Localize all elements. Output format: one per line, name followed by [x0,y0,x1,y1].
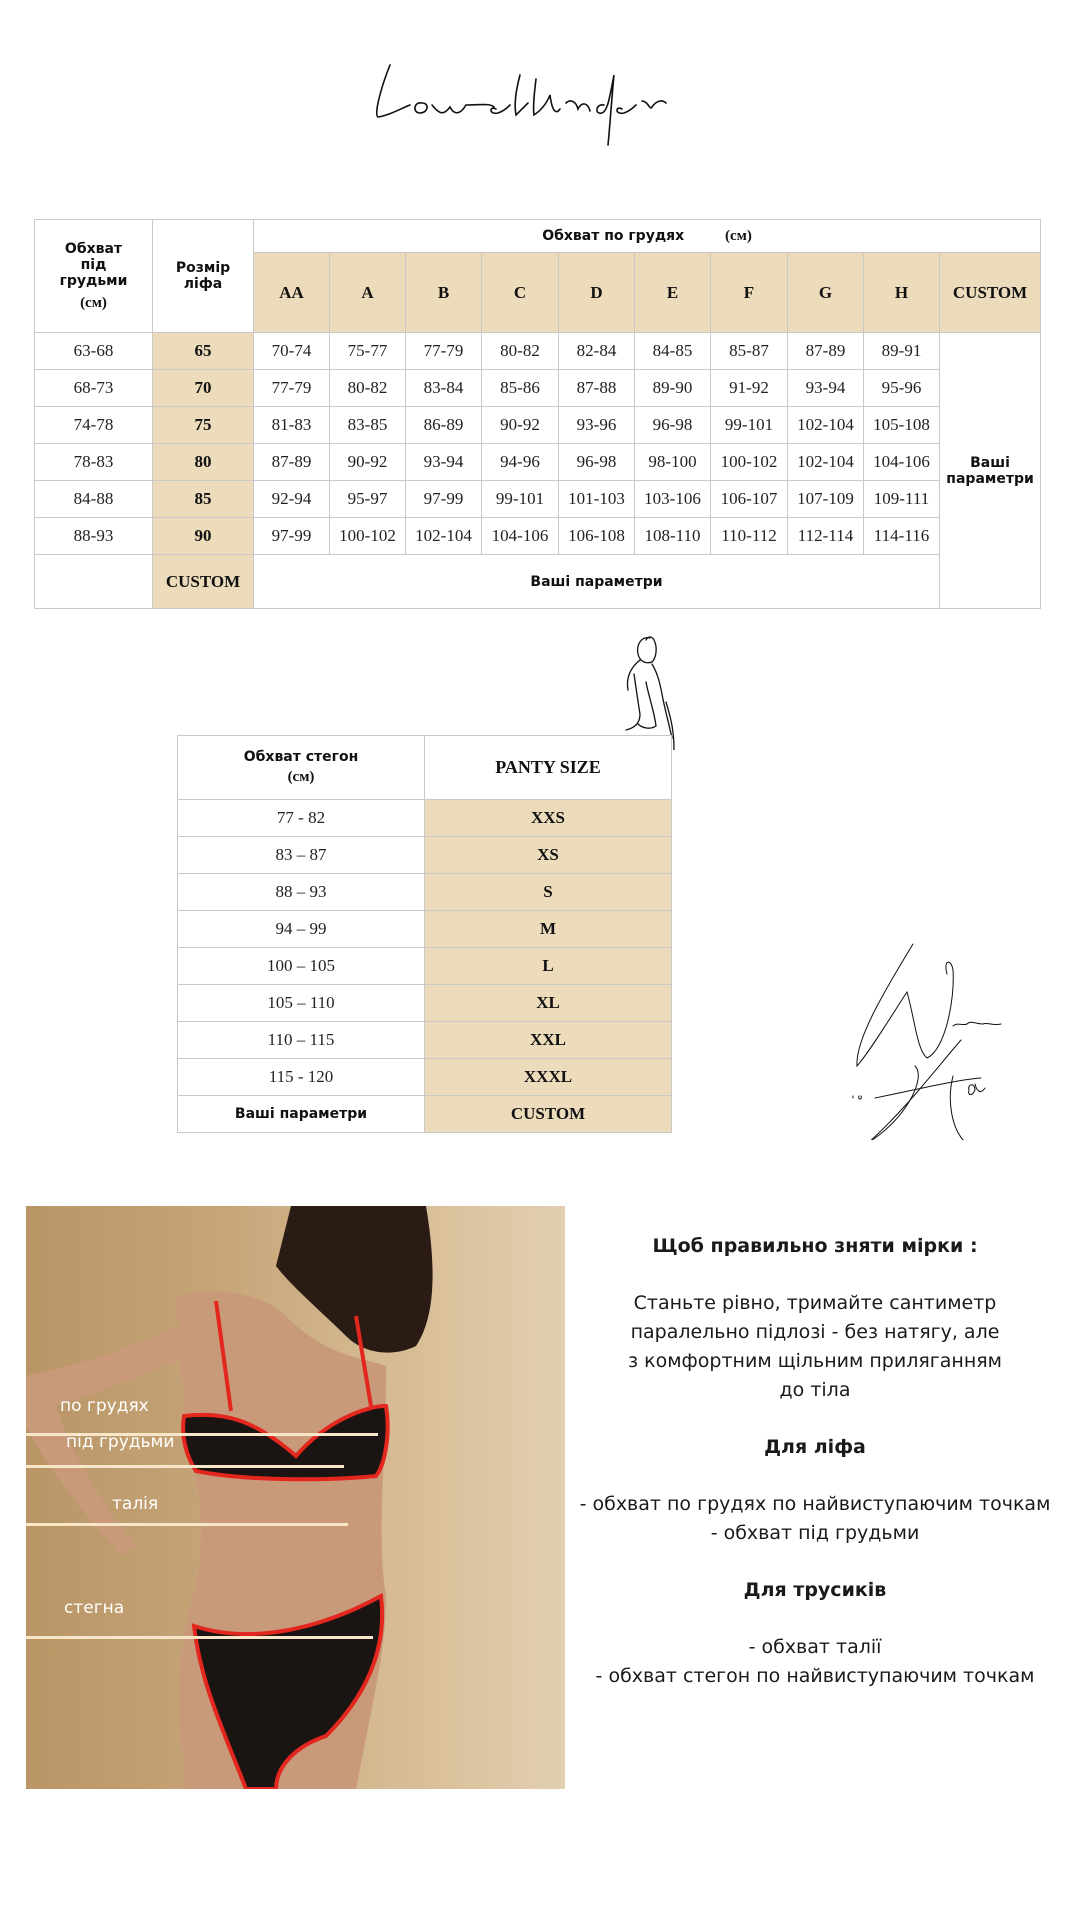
bust-range-cell: 90-92 [482,407,559,444]
underbust-cell: 78-83 [35,444,153,481]
custom-band-cell: CUSTOM [153,555,254,609]
panty-size-cell: M [425,911,672,948]
panty-table-row [178,800,672,837]
panty-table-row [178,1059,672,1096]
underbust-label: під грудьми [66,1432,175,1452]
intro-line: Станьте рівно, тримайте сантиметр [633,1292,997,1314]
panty-table-row [178,1022,672,1059]
cup-header: E [635,253,711,333]
bust-range-cell: 75-77 [330,333,406,370]
underbust-measure-line [26,1465,344,1468]
bra-table-row [35,481,1041,518]
bust-range-cell: 106-108 [559,518,635,555]
bust-range-cell: 103-106 [635,481,711,518]
bra-table-row [35,333,1041,370]
bust-range-cell: 96-98 [559,444,635,481]
bra-section-title: Для ліфа [764,1436,866,1458]
band-size-cell: 70 [153,370,254,407]
panty-size-cell: XXXL [425,1059,672,1096]
bust-range-cell: 99-101 [711,407,788,444]
bust-range-cell: 89-90 [635,370,711,407]
bra-table-row [35,444,1041,481]
band-size-cell: 85 [153,481,254,518]
unit-label: (см) [725,227,752,244]
bra-table-row [35,518,1041,555]
bust-range-cell: 100-102 [330,518,406,555]
model-illustration [26,1206,565,1789]
bust-range-cell: 77-79 [406,333,482,370]
bust-range-cell: 96-98 [635,407,711,444]
bust-range-cell: 86-89 [406,407,482,444]
bust-range-cell: 81-83 [254,407,330,444]
bra-size-table [34,219,1041,609]
bust-range-cell: 108-110 [635,518,711,555]
hips-measure-line [26,1636,373,1639]
silhouette-icon [612,632,692,750]
bust-range-cell: 91-92 [711,370,788,407]
bust-range-cell: 99-101 [482,481,559,518]
panty-size-table [177,735,672,1133]
band-size-cell: 90 [153,518,254,555]
underbust-cell: 68-73 [35,370,153,407]
unit-label: (см) [80,294,107,311]
bust-range-cell: 97-99 [406,481,482,518]
bust-range-cell: 109-111 [864,481,940,518]
bra-table-row [35,407,1041,444]
custom-cup-cell: Ваші параметри [940,333,1041,609]
bra-item: - обхват по грудях по найвиступаючим точкам [579,1493,1051,1515]
bust-range-cell: 87-89 [254,444,330,481]
cup-header: B [406,253,482,333]
panty-size-cell: XXL [425,1022,672,1059]
bra-custom-row [35,555,1041,609]
underbust-cell: 63-68 [35,333,153,370]
bust-range-cell: 93-96 [559,407,635,444]
band-size-cell: 75 [153,407,254,444]
bust-range-cell: 89-91 [864,333,940,370]
hips-label: стегна [64,1598,125,1618]
bust-range-cell: 90-92 [330,444,406,481]
bust-range-cell: 94-96 [482,444,559,481]
band-size-cell: 65 [153,333,254,370]
hip-range-cell: 88 – 93 [178,874,425,911]
bust-range-cell: 110-112 [711,518,788,555]
panty-size-cell: S [425,874,672,911]
bust-range-cell: 93-94 [788,370,864,407]
panty-table-row [178,874,672,911]
hip-range-cell: Ваші параметри [178,1096,425,1133]
bust-range-cell: 92-94 [254,481,330,518]
bust-range-cell: 87-89 [788,333,864,370]
panty-table-row [178,911,672,948]
underbust-cell: 74-78 [35,407,153,444]
cup-header: C [482,253,559,333]
bra-item: - обхват під грудьми [710,1522,920,1544]
hip-range-cell: 100 – 105 [178,948,425,985]
waist-measure-line [26,1523,348,1526]
bust-range-cell: 93-94 [406,444,482,481]
cup-header: AA [254,253,330,333]
bust-range-cell: 95-96 [864,370,940,407]
woman-in-art-signature [835,930,1005,1140]
empty-cell [35,555,153,609]
bust-range-cell: 107-109 [788,481,864,518]
bust-range-cell: 112-114 [788,518,864,555]
bust-range-cell: 80-82 [330,370,406,407]
bust-range-cell: 82-84 [559,333,635,370]
panty-table-row [178,985,672,1022]
hip-range-cell: 115 - 120 [178,1059,425,1096]
measurement-photo [26,1206,565,1789]
panty-size-cell: XL [425,985,672,1022]
bust-range-cell: 100-102 [711,444,788,481]
bust-range-cell: 104-106 [482,518,559,555]
bust-range-cell: 70-74 [254,333,330,370]
bust-range-cell: 105-108 [864,407,940,444]
panty-size-cell: CUSTOM [425,1096,672,1133]
panty-size-cell: XXS [425,800,672,837]
panty-size-cell: L [425,948,672,985]
underbust-header: Обхват під грудьми (см) [35,220,153,333]
bust-range-cell: 104-106 [864,444,940,481]
bust-range-cell: 106-107 [711,481,788,518]
hip-range-cell: 77 - 82 [178,800,425,837]
cup-header: G [788,253,864,333]
unit-label: (см) [287,769,315,785]
panty-item: - обхват стегон по найвиступаючим точкам [595,1665,1035,1687]
panty-size-header: PANTY SIZE [425,736,672,800]
hip-range-cell: 105 – 110 [178,985,425,1022]
intro-line: паралельно підлозі - без натягу, але [630,1321,1000,1343]
bust-range-cell: 77-79 [254,370,330,407]
bust-label: по грудях [60,1396,149,1416]
bust-range-cell: 83-84 [406,370,482,407]
panty-table-row [178,837,672,874]
bust-range-cell: 114-116 [864,518,940,555]
bust-range-cell: 102-104 [406,518,482,555]
cup-header: D [559,253,635,333]
measurement-instructions [565,1232,1065,1691]
bust-range-cell: 85-87 [711,333,788,370]
bust-range-cell: 87-88 [559,370,635,407]
bust-range-cell: 102-104 [788,444,864,481]
panty-section-title: Для трусиків [743,1579,887,1601]
panty-table-row [178,948,672,985]
hip-range-cell: 110 – 115 [178,1022,425,1059]
hip-range-cell: 83 – 87 [178,837,425,874]
underbust-cell: 88-93 [35,518,153,555]
bust-range-cell: 95-97 [330,481,406,518]
bust-range-cell: 80-82 [482,333,559,370]
bust-range-cell: 83-85 [330,407,406,444]
intro-line: з комфортним щільним приляганням [627,1350,1003,1372]
custom-params-cell: Ваші параметри [254,555,940,609]
bust-range-cell: 85-86 [482,370,559,407]
band-size-cell: 80 [153,444,254,481]
cup-header: H [864,253,940,333]
waist-label: талія [112,1494,159,1514]
bust-range-cell: 84-85 [635,333,711,370]
instructions-title: Щоб правильно зняти мірки : [652,1235,978,1257]
panty-item: - обхват талії [748,1636,882,1658]
panty-table-row [178,1096,672,1133]
bust-range-cell: 97-99 [254,518,330,555]
bust-range-cell: 101-103 [559,481,635,518]
hip-range-cell: 94 – 99 [178,911,425,948]
panty-size-cell: XS [425,837,672,874]
bust-range-cell: 98-100 [635,444,711,481]
underbust-cell: 84-88 [35,481,153,518]
bust-range-cell: 102-104 [788,407,864,444]
bust-header: Обхват по грудях (см) [254,220,1041,253]
brand-logo [370,45,710,160]
bra-table-row [35,370,1041,407]
cup-header: CUSTOM [940,253,1041,333]
cup-header: A [330,253,406,333]
intro-line: до тіла [779,1379,851,1401]
band-size-header: Розмір ліфа [153,220,254,333]
hip-header: Обхват стегон (см) [178,736,425,800]
cup-header: F [711,253,788,333]
